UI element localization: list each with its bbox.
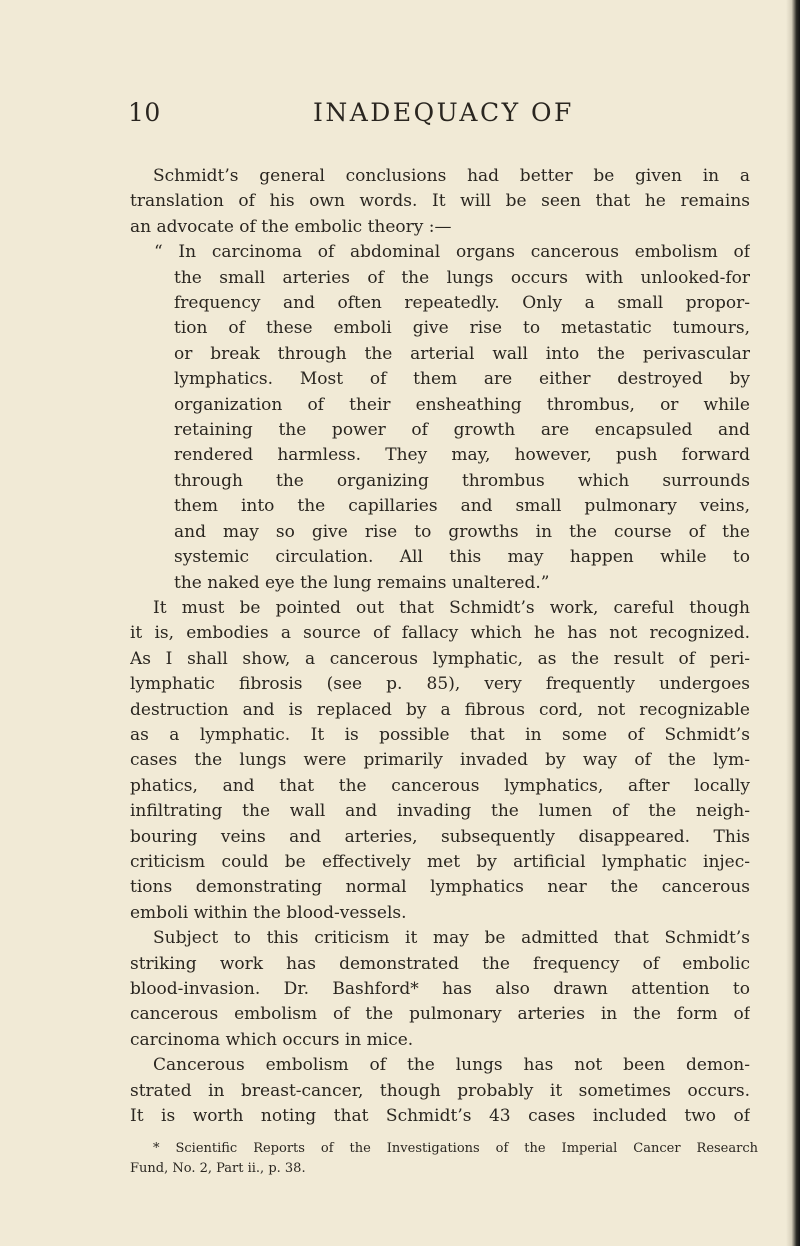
page-edge-shadow — [786, 0, 800, 1246]
page-header — [128, 98, 748, 138]
quote-line: through the organizing thrombus which surrounds — [174, 470, 750, 491]
text-line: Subject to this criticism it may be admitted that Schmidt’s — [153, 928, 750, 949]
page-number: 10 — [128, 98, 161, 127]
text-line: it is, embodies a source of fallacy which he has not recognized. — [130, 623, 750, 644]
body-text — [130, 164, 750, 1129]
quote-line: lymphatics. Most of them are either destroyed by — [174, 369, 750, 390]
quote-line: retaining the power of growth are encapsuled and — [174, 420, 750, 441]
quote-line: frequency and often repeatedly. Only a small propor- — [174, 293, 750, 314]
text-line: blood-invasion. Dr. Bashford* has also drawn attention to — [130, 979, 750, 999]
text-line: infiltrating the wall and invading the lumen of the neigh- — [130, 801, 750, 822]
quote-line: and may so give rise to growths in the course of the — [174, 521, 750, 542]
quote-line: systemic circulation. All this may happen while to — [174, 547, 750, 568]
text-line: cases the lungs were primarily invaded by way of the lym- — [130, 750, 750, 771]
text-line: as a lymphatic. It is possible that in some of Schmidt’s — [130, 724, 750, 745]
footnote-line: * Scientific Reports of the Investigations of the Imperial Cancer Research — [153, 1141, 758, 1156]
text-line: Schmidt’s general conclusions had better be given in a — [153, 166, 750, 186]
text-line: phatics, and that the cancerous lymphatics, after locally — [130, 775, 750, 796]
text-line: strated in breast-cancer, though probably it sometimes occurs. — [130, 1080, 750, 1101]
text-line: carcinoma which occurs in mice. — [130, 1029, 414, 1050]
quote-line: or break through the arterial wall into the perivascular — [174, 343, 750, 364]
text-line: bouring veins and arteries, subsequently disappeared. This — [130, 826, 750, 847]
text-line: lymphatic fibrosis (see p. 85), very frequently undergoes — [130, 674, 750, 695]
text-line: striking work has demonstrated the frequency of embolic — [130, 953, 750, 974]
quote-line: rendered harmless. They may, however, push forward — [174, 445, 750, 466]
text-line: As I shall show, a cancerous lymphatic, as the result of peri- — [130, 648, 750, 669]
text-line: an advocate of the embolic theory :— — [130, 216, 452, 237]
text-line: criticism could be effectively met by artificial lymphatic injec- — [130, 851, 750, 872]
quote-line: them into the capillaries and small pulmonary veins, — [174, 496, 750, 517]
quote-line: the naked eye the lung remains unaltered.” — [174, 572, 550, 593]
text-line: tions demonstrating normal lymphatics near the cancerous — [130, 877, 750, 898]
running-head: INADEQUACY OF — [313, 98, 574, 127]
text-line: emboli within the blood-vessels. — [130, 902, 407, 923]
text-line: Cancerous embolism of the lungs has not been demon- — [153, 1055, 750, 1076]
text-line: destruction and is replaced by a fibrous cord, not recognizable — [130, 699, 750, 720]
quote-line: tion of these emboli give rise to metastatic tumours, — [174, 318, 750, 339]
footnote-line: Fund, No. 2, Part ii., p. 38. — [130, 1161, 306, 1176]
quote-line: organization of their ensheathing thrombus, or while — [174, 394, 750, 415]
text-line: It is worth noting that Schmidt’s 43 cases included two of — [130, 1106, 750, 1127]
text-line: cancerous embolism of the pulmonary arteries in the form of — [130, 1004, 750, 1025]
text-line: translation of his own words. It will be seen that he remains — [130, 191, 750, 212]
quote-line: the small arteries of the lungs occurs with unlooked-for — [174, 267, 750, 288]
footnote — [130, 1139, 758, 1179]
quote-line: “ In carcinoma of abdominal organs cancerous embolism of — [154, 242, 750, 263]
text-line: It must be pointed out that Schmidt’s work, careful though — [153, 597, 750, 618]
